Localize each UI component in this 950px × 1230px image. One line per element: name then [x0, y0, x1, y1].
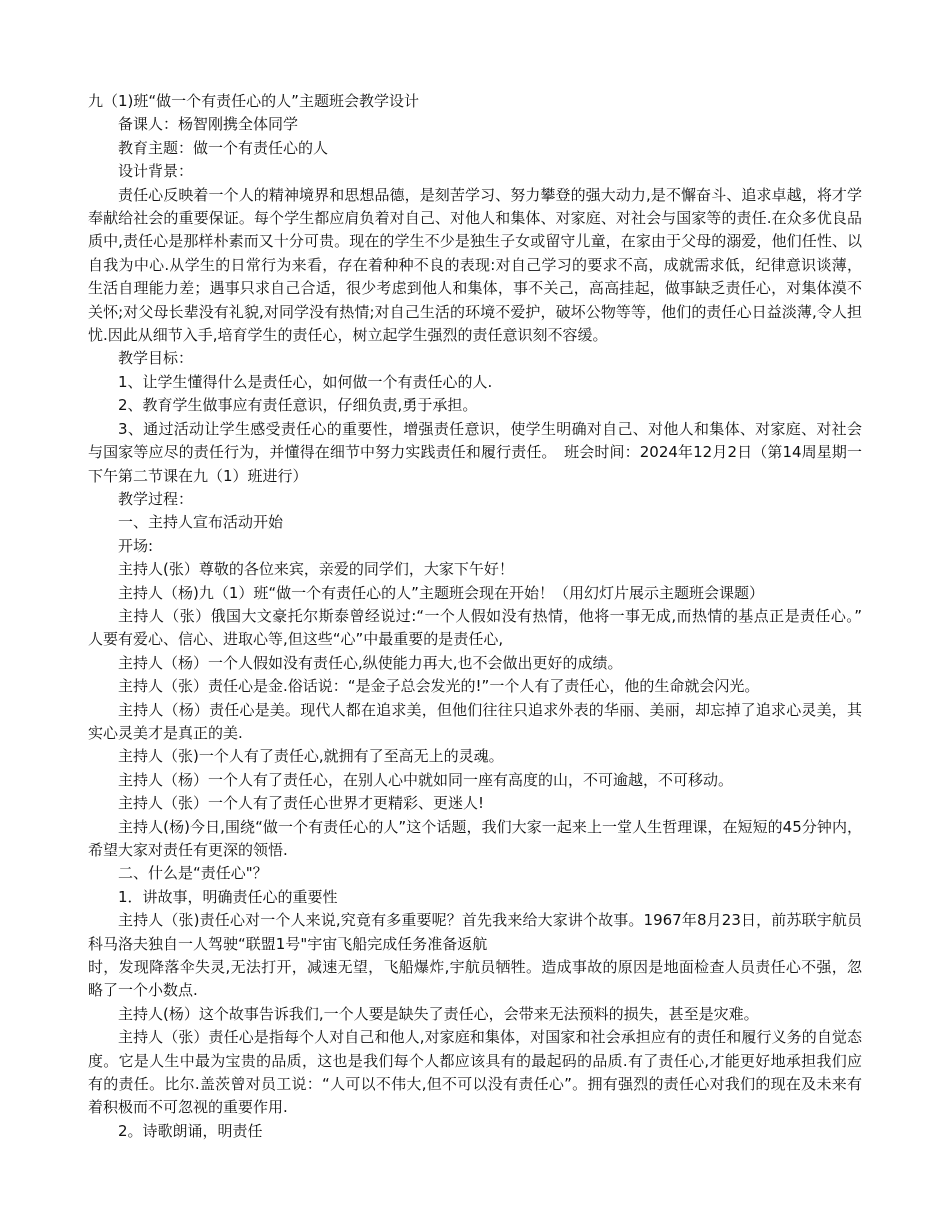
host-line: 主持人(张）尊敬的各位来宾，亲爱的同学们，大家下午好！: [118, 560, 514, 579]
section-1-heading: 一、主持人宣布活动开始: [118, 513, 284, 532]
host-line: 主持人（杨)九（1）班“做一个有责任心的人”主题班会现在开始！（用幻灯片展示主题班会课题）: [118, 583, 764, 602]
host-line: 主持人（张）俄国大文豪托尔斯泰曾经说过:“一个人假如没有热情，他将一事无成,而热情的基点正是责任心。” 人要有爱心、信心、进取心等,但这些“心”中最重要的是责任心,: [88, 606, 878, 649]
host-line: 主持人（张）责任心是金.俗话说：“是金子总会发光的!”一个人有了责任心，他的生命就会闪光。: [118, 677, 760, 696]
goal-item-1: 1、让学生懂得什么是责任心，如何做一个有责任心的人.: [118, 372, 493, 391]
preparer-line: 备课人：杨智刚携全体同学: [118, 115, 299, 134]
section-2-heading: 二、什么是“责任心"？: [118, 864, 268, 883]
subsection-1-heading: 1．讲故事，明确责任心的重要性: [118, 887, 338, 906]
document-title: 九（1)班“做一个有责任心的人”主题班会教学设计: [88, 92, 419, 110]
host-line: 主持人（杨）一个人有了责任心，在别人心中就如同一座有高度的山，不可逾越，不可移动。: [118, 770, 734, 789]
theme-line: 教育主题：做一个有责任心的人: [118, 138, 329, 157]
host-line: 主持人（张）责任心是指每个人对自己和他人,对家庭和集体，对国家和社会承担应有的责任和履行义务的自觉态度。它是人生中最为宝贵的品质，这也是我们每个人都应该具有的最起码的品质.有了责任心,才能更好地承担我们应有的责任。比尔.盖茨曾对员工说：“人可以不伟大,但不可以没有责任心”。拥有强烈的责任心对我们的现在及未来有着积极而不可忽视的重要作用.: [88, 1028, 862, 1117]
goals-heading: 教学目标：: [118, 349, 194, 368]
background-heading: 设计背景：: [118, 162, 194, 181]
host-line: 主持人（杨）一个人假如没有责任心,纵使能力再大,也不会做出更好的成绩。: [118, 653, 623, 672]
host-line: 主持人（张)一个人有了责任心,就拥有了至高无上的灵魂。: [118, 747, 504, 766]
process-heading: 教学过程：: [118, 489, 194, 508]
story-paragraph: 主持人（张)责任心对一个人来说,究竟有多重要呢？首先我来给大家讲个故事。1967年8月23日，前苏联宇航员科马洛夫独自一人驾驶“联盟1号"宇宙飞船完成任务准备返航: [88, 911, 862, 953]
subsection-2-heading: 2。诗歌朗诵，明责任: [118, 1121, 263, 1140]
goal-item-2: 2、教育学生做事应有责任意识，仔细负责,勇于承担。: [118, 396, 478, 415]
host-line: 主持人(杨）这个故事告诉我们,一个人要是缺失了责任心，会带来无法预料的损失，甚至是灾难。: [118, 1004, 759, 1023]
goal-item-3: 3、通过活动让学生感受责任心的重要性，增强责任意识，使学生明确对自己、对他人和集体、对家庭、对社会与国家等应尽的责任行为，并懂得在细节中努力实践责任和履行责任。 班会时间：2024年12月2日（第14周星期一下午第二节课在九（1）班进行）: [88, 419, 862, 485]
opening-heading: 开场:: [118, 536, 154, 555]
host-line: 主持人(杨)今日,围绕“做一个有责任心的人”这个话题，我们大家一起来上一堂人生哲理课，在短短的45分钟内，希望大家对责任有更深的领悟.: [88, 817, 862, 859]
host-line: 主持人（张）一个人有了责任心世界才更精彩、更迷人!: [118, 794, 485, 813]
host-line: 主持人（杨）责任心是美。现代人都在追求美，但他们往往只追求外表的华丽、美丽，却忘掉了追求心灵美，其实心灵美才是真正的美.: [88, 700, 862, 742]
story-paragraph-continued: 时，发现降落伞失灵,无法打开，减速无望，飞船爆炸,宇航员牺牲。造成事故的原因是地面检查人员责任心不强，忽略了一个小数点.: [88, 958, 862, 1000]
background-paragraph: 责任心反映着一个人的精神境界和思想品德，是刻苦学习、努力攀登的强大动力,是不懈奋斗、追求卓越，将才学奉献给社会的重要保证。每个学生都应肩负着对自己、对他人和集体、对家庭、对社会与国家等的责任.在众多优良品质中,责任心是那样朴素而又十分可贵。现在的学生不少是独生子女或留守儿童，在家由于父母的溺爱，他们任性、以自我为中心.从学生的日常行为来看，存在着种种不良的表现:对自己学习的要求不高，成就需求低，纪律意识谈薄，生活自理能力差；遇事只求自己合适，很少考虑到他人和集体，事不关己，高高挂起，做事缺乏责任心，对集体漠不关怀;对父母长辈没有礼貌,对同学没有热情;对自己生活的环境不爱护，破坏公物等等，他们的责任心日益淡薄,令人担忧.因此从细节入手,培育学生的责任心，树立起学生强烈的责任意识刻不容缓。: [88, 185, 862, 345]
